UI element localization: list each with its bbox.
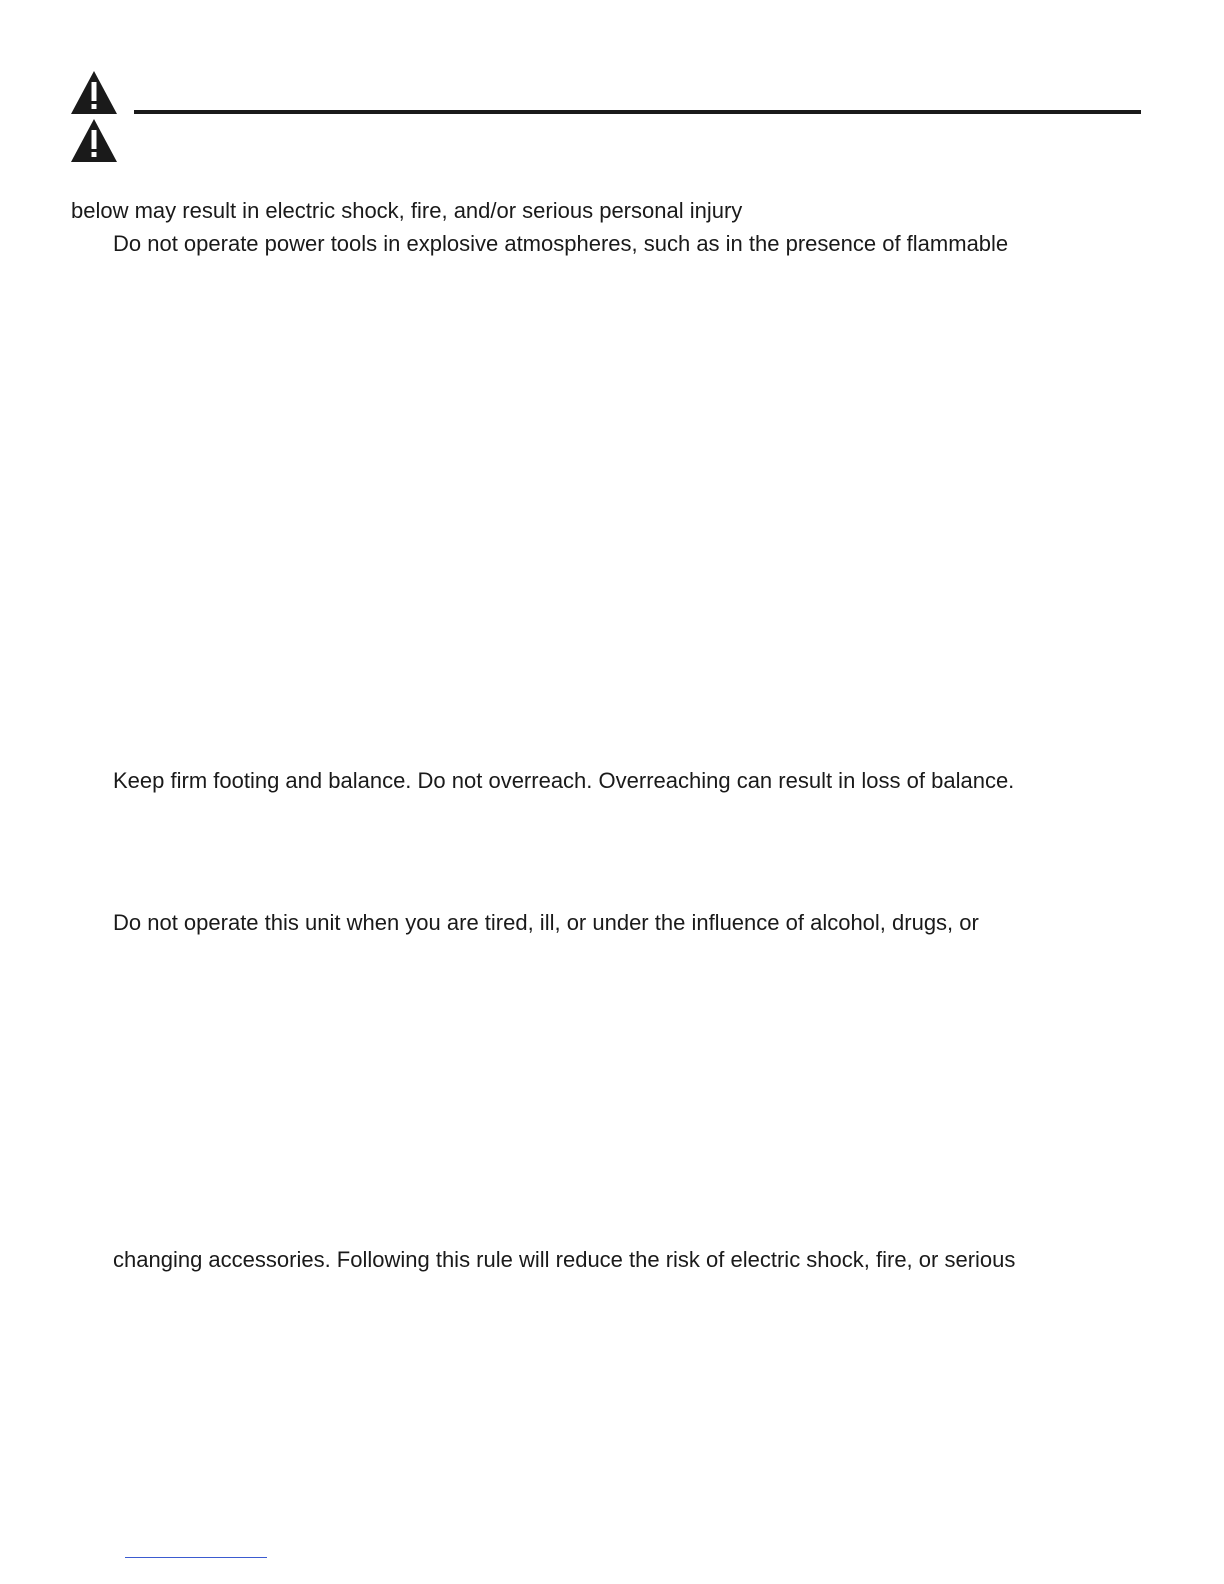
warning-triangle-icon [70, 70, 118, 115]
rule-explosive-atmospheres: Do not operate power tools in explosive atmospheres, such as in the presence of flammable [113, 231, 1009, 256]
intro-text: below may result in electric shock, fire, and/or serious personal injury [71, 198, 743, 223]
warning-triangle-icon [70, 118, 118, 163]
header-divider [134, 110, 1141, 114]
rule-tired-ill: Do not operate this unit when you are tired, ill, or under the influence of alcohol, drugs, or [113, 910, 979, 935]
rule-changing-accessories: changing accessories. Following this rule will reduce the risk of electric shock, fire, or serious [113, 1247, 1016, 1272]
rule-firm-footing: Keep firm footing and balance. Do not overreach. Overreaching can result in loss of balance. [113, 768, 1015, 793]
footer-link-underline[interactable] [125, 1557, 267, 1558]
